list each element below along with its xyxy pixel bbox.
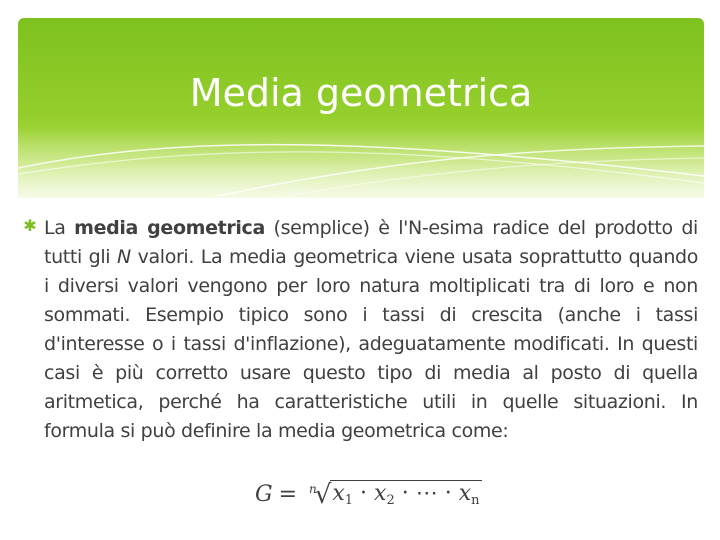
subscript-1: 1 [344, 493, 354, 508]
text-segment-3: valori. La media geometrica viene usata soprattutto quando i diversi valori vengono per loro natura moltiplicati tra di loro e non sommati. Esempio tipico sono i tassi di crescita (anche i tassi d'interesse o i tassi d'inflazione), adeguatamente modificati. In questi casi è più corretto usare questo tipo di media al posto di quella aritmetica, perché ha caratteristiche utili in quelle situazioni. In formula si può definire la media geometrica come: [44, 246, 699, 442]
asterisk-bullet-icon: ✱ [23, 216, 37, 235]
geometric-mean-formula [255, 477, 482, 511]
text-segment-1: La [44, 217, 75, 239]
var-x1: x [332, 481, 345, 506]
title-banner [18, 18, 704, 198]
italic-n: N [116, 246, 131, 268]
bold-term: media geometrica [74, 217, 265, 239]
decorative-waves [18, 128, 704, 198]
formula-equals: = [278, 481, 298, 507]
body-paragraph [44, 214, 698, 446]
dot-1: · [360, 481, 368, 506]
slide-title: Media geometrica [189, 71, 533, 115]
radicand [330, 480, 481, 508]
text-segment-2: (semplice) è l'N-esima radice del prodotto di tutti gli [44, 217, 698, 268]
var-x2: x [374, 481, 387, 506]
subscript-2: 2 [386, 493, 395, 508]
root-index: n [309, 482, 317, 496]
formula-lhs: G [255, 481, 273, 507]
nth-root [309, 480, 482, 508]
radical-sign-icon: √ [314, 480, 332, 510]
subscript-n: n [471, 493, 480, 508]
slide-content [22, 214, 702, 446]
dot-2: · [401, 481, 409, 506]
ellipsis: ⋯ [415, 481, 438, 506]
var-xn: x [458, 481, 472, 506]
dot-3: · [444, 481, 452, 506]
